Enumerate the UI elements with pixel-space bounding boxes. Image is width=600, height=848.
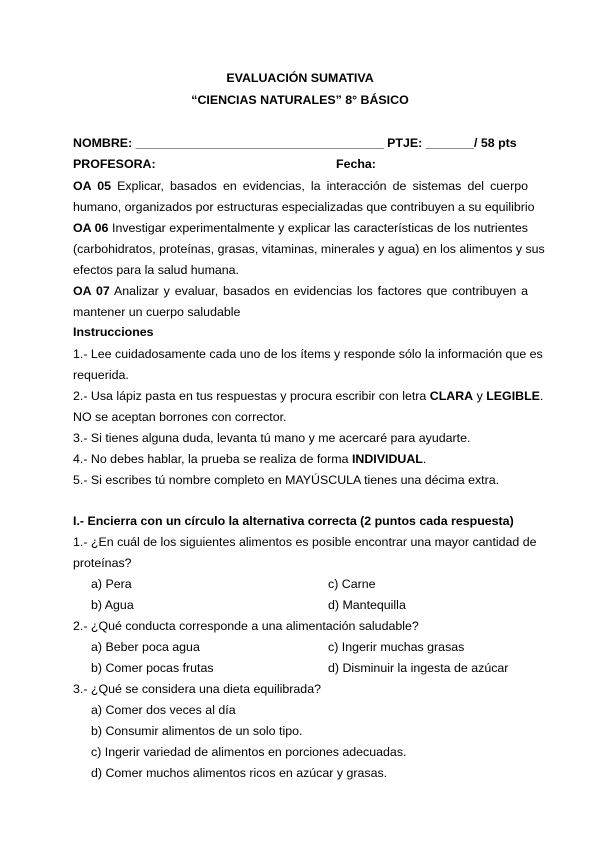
q3-option-b[interactable]: b) Consumir alimentos de un solo tipo. [91, 724, 303, 738]
objective-oa05 [73, 178, 528, 194]
objective-code: OA 05 [73, 179, 111, 193]
text: 4.- No debes hablar, la prueba se realiza de forma [73, 452, 352, 466]
exam-title: EVALUACIÓN SUMATIVA [226, 71, 374, 85]
bold-text: CLARA [429, 389, 474, 403]
text: y [473, 389, 487, 403]
q2-option-a[interactable]: a) Beber poca agua [91, 640, 200, 654]
text: . [422, 452, 427, 466]
question-1-cont: proteínas? [73, 556, 132, 570]
teacher-date-line [73, 156, 528, 172]
objective-oa07-cont: mantener un cuerpo saludable [73, 305, 241, 319]
objective-text: Analizar y evaluar, basados en evidencias los factores que contribuyen a [114, 284, 529, 298]
objective-oa06-cont: (carbohidratos, proteínas, grasas, vitaminas, minerales y agua) en los alimentos y sus [73, 242, 545, 256]
q3-option-d[interactable]: d) Comer muchos alimentos ricos en azúcar y grasas. [91, 766, 388, 780]
bold-text: LEGIBLE [486, 389, 540, 403]
question-3: 3.- ¿Qué se considera una dieta equilibrada? [73, 682, 321, 696]
objective-oa05-cont: humano, organizados por estructuras especializadas que contribuyen a su equilibrio [73, 200, 535, 214]
instruction-1: 1.- Lee cuidadosamente cada uno de los ítems y responde sólo la información que es [73, 347, 543, 361]
bold-text: INDIVIDUAL [351, 452, 423, 466]
q3-option-c[interactable]: c) Ingerir variedad de alimentos en porciones adecuadas. [91, 745, 407, 759]
q1-option-d[interactable]: d) Mantequilla [328, 598, 406, 612]
instruction-2-cont: NO se aceptan borrones con corrector. [73, 410, 287, 424]
date-label: Fecha: [336, 157, 376, 171]
teacher-label: PROFESORA: [73, 157, 156, 171]
objective-oa06-cont2: efectos para la salud humana. [73, 263, 240, 277]
q3-option-a[interactable]: a) Comer dos veces al día [91, 703, 236, 717]
section-heading: I.- Encierra con un círculo la alternativa correcta (2 puntos cada respuesta) [73, 514, 514, 528]
objective-text: Explicar, basados en evidencias, la interacción de sistemas del cuerpo [117, 179, 528, 193]
exam-subtitle: “CIENCIAS NATURALES” 8° BÁSICO [191, 93, 409, 107]
instructions-heading: Instrucciones [73, 325, 154, 339]
text: . [539, 389, 544, 403]
objective-text: Investigar experimentalmente y explicar las características de los nutrientes [112, 221, 528, 235]
question-2: 2.- ¿Qué conducta corresponde a una alimentación saludable? [73, 619, 419, 633]
instruction-3: 3.- Si tienes alguna duda, levanta tú mano y me acercaré para ayudarte. [73, 431, 471, 445]
instruction-1-cont: requerida. [73, 368, 129, 382]
name-score-line: NOMBRE: ____________________________________ PTJE: _______/ 58 pts [73, 136, 517, 150]
q2-option-b[interactable]: b) Comer pocas frutas [91, 661, 214, 675]
q2-option-d[interactable]: d) Disminuir la ingesta de azúcar [328, 661, 509, 675]
q1-option-a[interactable]: a) Pera [91, 577, 132, 591]
question-1: 1.- ¿En cuál de los siguientes alimentos es posible encontrar una mayor cantidad de [73, 535, 537, 549]
objective-oa06 [73, 220, 528, 236]
instruction-4 [73, 451, 528, 467]
instruction-2 [73, 388, 544, 404]
q2-option-c[interactable]: c) Ingerir muchas grasas [328, 640, 465, 654]
q1-option-c[interactable]: c) Carne [328, 577, 376, 591]
text: 2.- Usa lápiz pasta en tus respuestas y procura escribir con letra [73, 389, 430, 403]
q1-option-b[interactable]: b) Agua [91, 598, 134, 612]
instruction-5: 5.- Si escribes tú nombre completo en MAYÚSCULA tienes una décima extra. [73, 473, 500, 487]
objective-code: OA 07 [73, 284, 110, 298]
objective-code: OA 06 [73, 221, 109, 235]
objective-oa07 [73, 283, 528, 299]
